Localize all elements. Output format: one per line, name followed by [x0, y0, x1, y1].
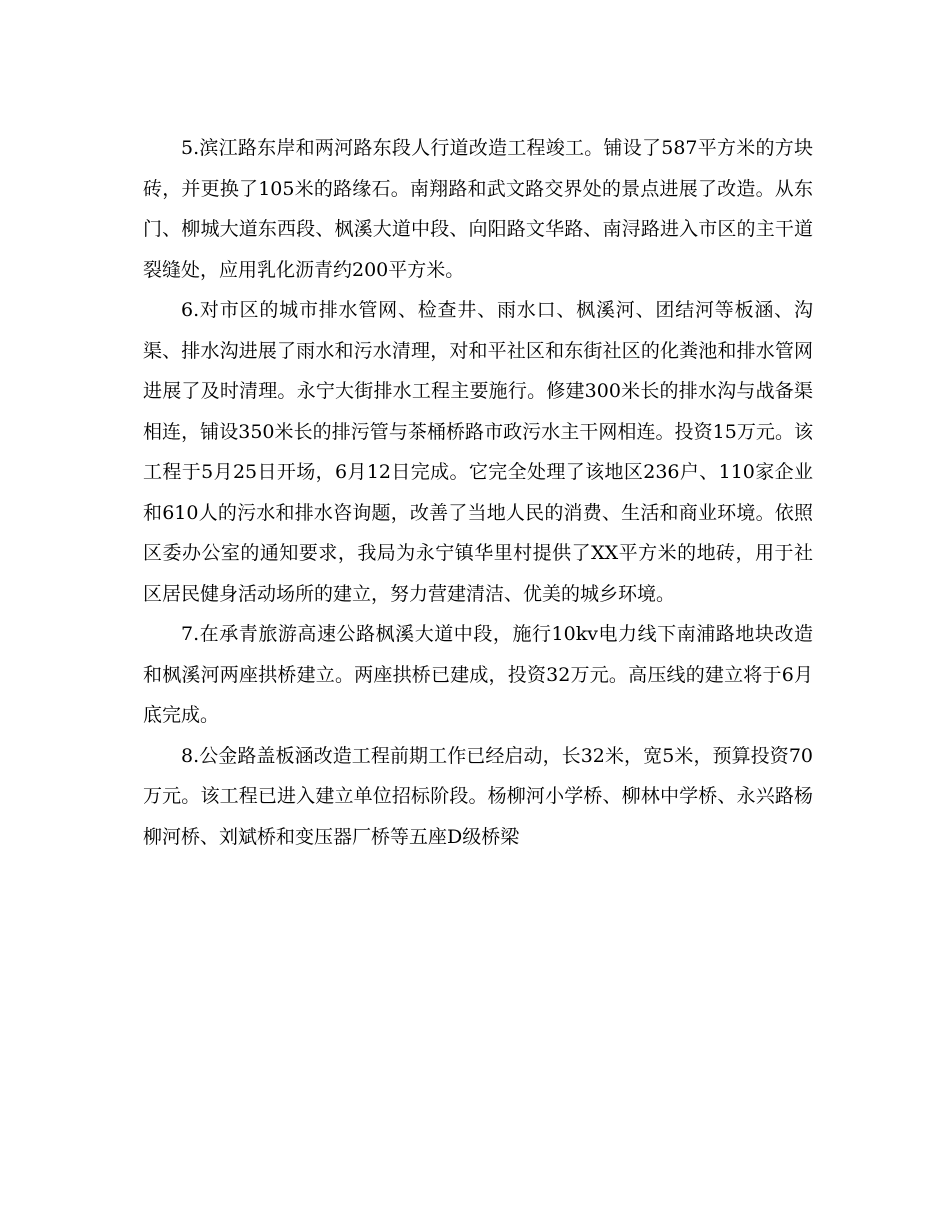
paragraph-5: 5.滨江路东岸和两河路东段人行道改造工程竣工。铺设了587平方米的方块砖，并更换了105米的路缘石。南翔路和武文路交界处的景点进展了改造。从东门、柳城大道东西段、枫溪大道中段、向阳路文华路、南浔路进入市区的主干道裂缝处，应用乳化沥青约200平方米。 — [143, 137, 813, 281]
paragraph-8: 8.公金路盖板涵改造工程前期工作已经启动，长32米，宽5米，预算投资70万元。该工程已进入建立单位招标阶段。杨柳河小学桥、柳林中学桥、永兴路杨柳河桥、刘斌桥和变压器厂桥等五座D级桥梁 — [143, 744, 813, 848]
paragraph-6: 6.对市区的城市排水管网、检查井、雨水口、枫溪河、团结河等板涵、沟渠、排水沟进展了雨水和污水清理，对和平社区和东街社区的化粪池和排水管网进展了及时清理。永宁大街排水工程主要施行。修建300米长的排水沟与战备渠相连，铺设350米长的排污管与茶桶桥路市政污水主干网相连。投资15万元。该工程于5月25日开场，6月12日完成。它完全处理了该地区236户、110家企业和610人的污水和排水咨询题，改善了当地人民的消费、生活和商业环境。依照区委办公室的通知要求，我局为永宁镇华里村提供了XX平方米的地砖，用于社区居民健身活动场所的建立，努力营建清洁、优美的城乡环境。 — [143, 299, 813, 605]
paragraph-7: 7.在承青旅游高速公路枫溪大道中段，施行10kv电力线下南浦路地块改造和枫溪河两座拱桥建立。两座拱桥已建成，投资32万元。高压线的建立将于6月底完成。 — [143, 623, 813, 726]
document-page — [143, 128, 813, 857]
